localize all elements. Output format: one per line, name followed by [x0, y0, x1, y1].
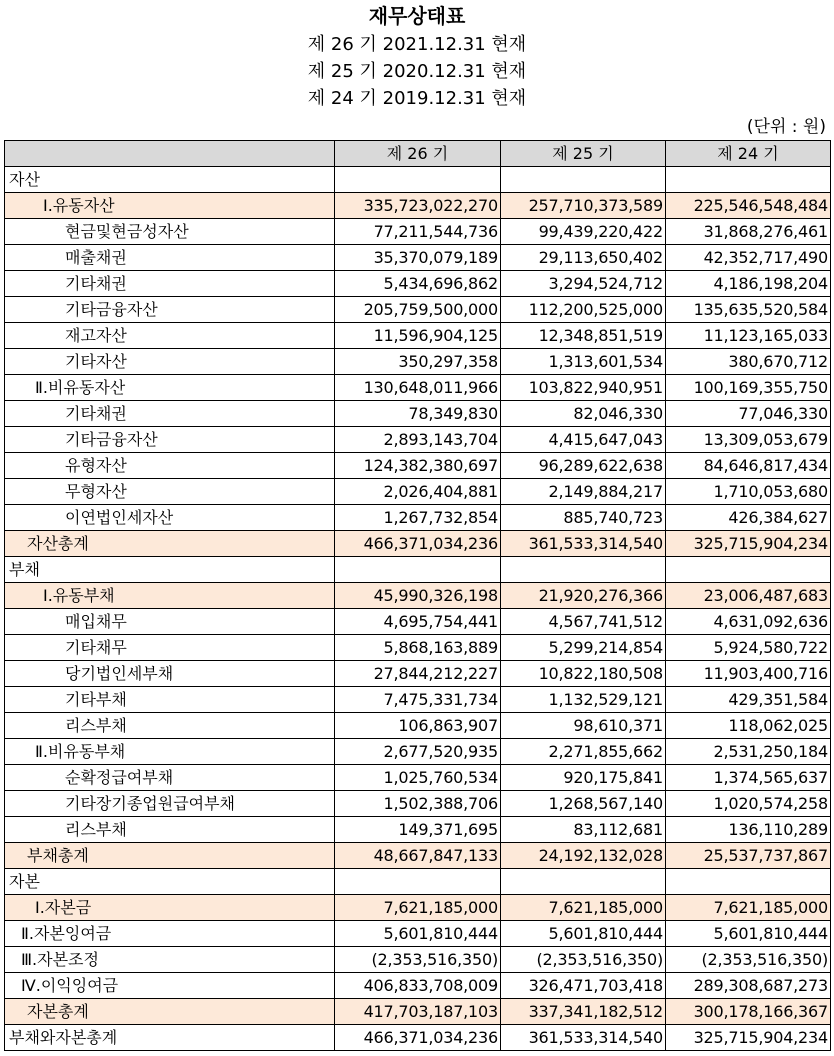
- value-25: (2,353,516,350): [501, 947, 666, 973]
- account-label: Ⅱ.비유동자산: [5, 375, 335, 401]
- value-26: 466,371,034,236: [335, 531, 501, 557]
- account-label: 리스부채: [5, 713, 335, 739]
- balance-sheet-table: [4, 140, 831, 1051]
- account-label: 유형자산: [5, 453, 335, 479]
- value-24: 135,635,520,584: [666, 297, 831, 323]
- value-24: 1,020,574,258: [666, 791, 831, 817]
- value-24: 11,123,165,033: [666, 323, 831, 349]
- table-row: [5, 973, 831, 999]
- account-label: 부채와자본총계: [5, 1025, 335, 1051]
- value-25: 98,610,371: [501, 713, 666, 739]
- value-26: 35,370,079,189: [335, 245, 501, 271]
- table-row: [5, 479, 831, 505]
- table-row: [5, 245, 831, 271]
- value-26: 5,434,696,862: [335, 271, 501, 297]
- account-label: 무형자산: [5, 479, 335, 505]
- value-24: 426,384,627: [666, 505, 831, 531]
- value-25: 1,132,529,121: [501, 687, 666, 713]
- table-row: [5, 271, 831, 297]
- value-24: 300,178,166,367: [666, 999, 831, 1025]
- table-row: [5, 531, 831, 557]
- value-26: (2,353,516,350): [335, 947, 501, 973]
- account-label: Ⅳ.이익잉여금: [5, 973, 335, 999]
- value-26: [335, 557, 501, 583]
- value-24: 4,631,092,636: [666, 609, 831, 635]
- account-label: Ⅰ.유동자산: [5, 193, 335, 219]
- value-26: 335,723,022,270: [335, 193, 501, 219]
- account-label: 순확정급여부채: [5, 765, 335, 791]
- value-25: [501, 869, 666, 895]
- table-row: [5, 297, 831, 323]
- account-label: 당기법인세부채: [5, 661, 335, 687]
- account-label: 이연법인세자산: [5, 505, 335, 531]
- value-24: 136,110,289: [666, 817, 831, 843]
- table-row: [5, 739, 831, 765]
- value-26: 2,677,520,935: [335, 739, 501, 765]
- unit-label: (단위 : 원): [746, 117, 826, 137]
- period-line-25: 제 25 기 2020.12.31 현재: [307, 61, 527, 82]
- value-25: 2,271,855,662: [501, 739, 666, 765]
- value-25: 96,289,622,638: [501, 453, 666, 479]
- value-25: 337,341,182,512: [501, 999, 666, 1025]
- table-row: [5, 323, 831, 349]
- value-25: 326,471,703,418: [501, 973, 666, 999]
- value-25: 4,567,741,512: [501, 609, 666, 635]
- value-24: 11,903,400,716: [666, 661, 831, 687]
- value-25: 1,313,601,534: [501, 349, 666, 375]
- value-25: 7,621,185,000: [501, 895, 666, 921]
- page-title: 재무상태표: [368, 4, 466, 28]
- value-25: 361,533,314,540: [501, 1025, 666, 1051]
- table-row: [5, 583, 831, 609]
- value-25: 885,740,723: [501, 505, 666, 531]
- value-24: 5,924,580,722: [666, 635, 831, 661]
- account-label: Ⅰ.유동부채: [5, 583, 335, 609]
- account-label: 자산: [5, 167, 335, 193]
- value-24: 31,868,276,461: [666, 219, 831, 245]
- value-25: 257,710,373,589: [501, 193, 666, 219]
- value-24: 13,309,053,679: [666, 427, 831, 453]
- value-26: 78,349,830: [335, 401, 501, 427]
- value-24: (2,353,516,350): [666, 947, 831, 973]
- value-26: 5,601,810,444: [335, 921, 501, 947]
- value-25: [501, 557, 666, 583]
- value-24: 2,531,250,184: [666, 739, 831, 765]
- value-26: 7,621,185,000: [335, 895, 501, 921]
- value-25: 12,348,851,519: [501, 323, 666, 349]
- account-label: 기타채권: [5, 401, 335, 427]
- table-row: [5, 349, 831, 375]
- value-25: 4,415,647,043: [501, 427, 666, 453]
- account-label: Ⅰ.자본금: [5, 895, 335, 921]
- value-25: 24,192,132,028: [501, 843, 666, 869]
- table-row: [5, 401, 831, 427]
- account-label: 기타자산: [5, 349, 335, 375]
- value-24: 77,046,330: [666, 401, 831, 427]
- account-label: Ⅱ.자본잉여금: [5, 921, 335, 947]
- value-24: 1,710,053,680: [666, 479, 831, 505]
- value-24: 23,006,487,683: [666, 583, 831, 609]
- account-label: 재고자산: [5, 323, 335, 349]
- value-26: [335, 869, 501, 895]
- table-row: [5, 791, 831, 817]
- value-25: [501, 167, 666, 193]
- value-25: 1,268,567,140: [501, 791, 666, 817]
- column-header-25: 제 25 기: [501, 141, 666, 167]
- account-label: Ⅱ.비유동부채: [5, 739, 335, 765]
- value-26: [335, 167, 501, 193]
- value-25: 10,822,180,508: [501, 661, 666, 687]
- value-24: 84,646,817,434: [666, 453, 831, 479]
- value-26: 5,868,163,889: [335, 635, 501, 661]
- value-25: 82,046,330: [501, 401, 666, 427]
- table-row: [5, 869, 831, 895]
- account-label: 기타채무: [5, 635, 335, 661]
- value-26: 350,297,358: [335, 349, 501, 375]
- account-label: 자본총계: [5, 999, 335, 1025]
- value-25: 361,533,314,540: [501, 531, 666, 557]
- table-row: [5, 895, 831, 921]
- table-row: [5, 609, 831, 635]
- table-row: [5, 999, 831, 1025]
- table-row: [5, 947, 831, 973]
- value-26: 11,596,904,125: [335, 323, 501, 349]
- account-label: 매출채권: [5, 245, 335, 271]
- value-24: 380,670,712: [666, 349, 831, 375]
- table-row: [5, 843, 831, 869]
- account-label: 리스부채: [5, 817, 335, 843]
- table-row: [5, 219, 831, 245]
- table-row: [5, 921, 831, 947]
- value-26: 77,211,544,736: [335, 219, 501, 245]
- value-26: 7,475,331,734: [335, 687, 501, 713]
- account-label: 현금및현금성자산: [5, 219, 335, 245]
- value-24: [666, 557, 831, 583]
- table-row: [5, 453, 831, 479]
- value-24: 7,621,185,000: [666, 895, 831, 921]
- table-row: [5, 505, 831, 531]
- value-24: 42,352,717,490: [666, 245, 831, 271]
- account-label: 부채: [5, 557, 335, 583]
- value-25: 83,112,681: [501, 817, 666, 843]
- value-25: 5,601,810,444: [501, 921, 666, 947]
- value-24: 325,715,904,234: [666, 1025, 831, 1051]
- account-label: 자산총계: [5, 531, 335, 557]
- value-25: 29,113,650,402: [501, 245, 666, 271]
- value-25: 103,822,940,951: [501, 375, 666, 401]
- value-24: 118,062,025: [666, 713, 831, 739]
- value-26: 417,703,187,103: [335, 999, 501, 1025]
- value-25: 5,299,214,854: [501, 635, 666, 661]
- table-row: [5, 427, 831, 453]
- value-26: 27,844,212,227: [335, 661, 501, 687]
- table-row: [5, 193, 831, 219]
- value-26: 406,833,708,009: [335, 973, 501, 999]
- column-header-26: 제 26 기: [335, 141, 501, 167]
- value-26: 2,893,143,704: [335, 427, 501, 453]
- table-row: [5, 817, 831, 843]
- value-24: 429,351,584: [666, 687, 831, 713]
- table-body: [5, 167, 831, 1051]
- value-25: 99,439,220,422: [501, 219, 666, 245]
- value-25: 2,149,884,217: [501, 479, 666, 505]
- period-line-24: 제 24 기 2019.12.31 현재: [307, 88, 527, 109]
- account-label: 자본: [5, 869, 335, 895]
- value-26: 466,371,034,236: [335, 1025, 501, 1051]
- account-label: 기타부채: [5, 687, 335, 713]
- value-24: 225,546,548,484: [666, 193, 831, 219]
- value-24: 289,308,687,273: [666, 973, 831, 999]
- table-row: [5, 1025, 831, 1051]
- value-24: [666, 869, 831, 895]
- column-header-24: 제 24 기: [666, 141, 831, 167]
- value-26: 1,267,732,854: [335, 505, 501, 531]
- value-26: 205,759,500,000: [335, 297, 501, 323]
- period-line-26: 제 26 기 2021.12.31 현재: [307, 34, 527, 55]
- value-26: 2,026,404,881: [335, 479, 501, 505]
- table-row: [5, 167, 831, 193]
- table-row: [5, 687, 831, 713]
- account-label: Ⅲ.자본조정: [5, 947, 335, 973]
- value-25: 920,175,841: [501, 765, 666, 791]
- value-25: 21,920,276,366: [501, 583, 666, 609]
- value-25: 3,294,524,712: [501, 271, 666, 297]
- table-row: [5, 375, 831, 401]
- value-26: 48,667,847,133: [335, 843, 501, 869]
- table-header-row: [5, 141, 831, 167]
- value-24: [666, 167, 831, 193]
- value-24: 325,715,904,234: [666, 531, 831, 557]
- account-label: 매입채무: [5, 609, 335, 635]
- value-26: 4,695,754,441: [335, 609, 501, 635]
- value-24: 4,186,198,204: [666, 271, 831, 297]
- account-label: 기타장기종업원급여부채: [5, 791, 335, 817]
- account-label: 기타채권: [5, 271, 335, 297]
- value-24: 1,374,565,637: [666, 765, 831, 791]
- value-24: 5,601,810,444: [666, 921, 831, 947]
- table-row: [5, 557, 831, 583]
- table-row: [5, 635, 831, 661]
- value-26: 1,502,388,706: [335, 791, 501, 817]
- value-24: 100,169,355,750: [666, 375, 831, 401]
- table-row: [5, 765, 831, 791]
- value-26: 124,382,380,697: [335, 453, 501, 479]
- value-26: 130,648,011,966: [335, 375, 501, 401]
- value-26: 106,863,907: [335, 713, 501, 739]
- account-label: 부채총계: [5, 843, 335, 869]
- account-label: 기타금융자산: [5, 297, 335, 323]
- value-26: 45,990,326,198: [335, 583, 501, 609]
- account-label: 기타금융자산: [5, 427, 335, 453]
- table-row: [5, 661, 831, 687]
- value-24: 25,537,737,867: [666, 843, 831, 869]
- table-row: [5, 713, 831, 739]
- value-25: 112,200,525,000: [501, 297, 666, 323]
- column-header-account: [5, 141, 335, 167]
- value-26: 1,025,760,534: [335, 765, 501, 791]
- value-26: 149,371,695: [335, 817, 501, 843]
